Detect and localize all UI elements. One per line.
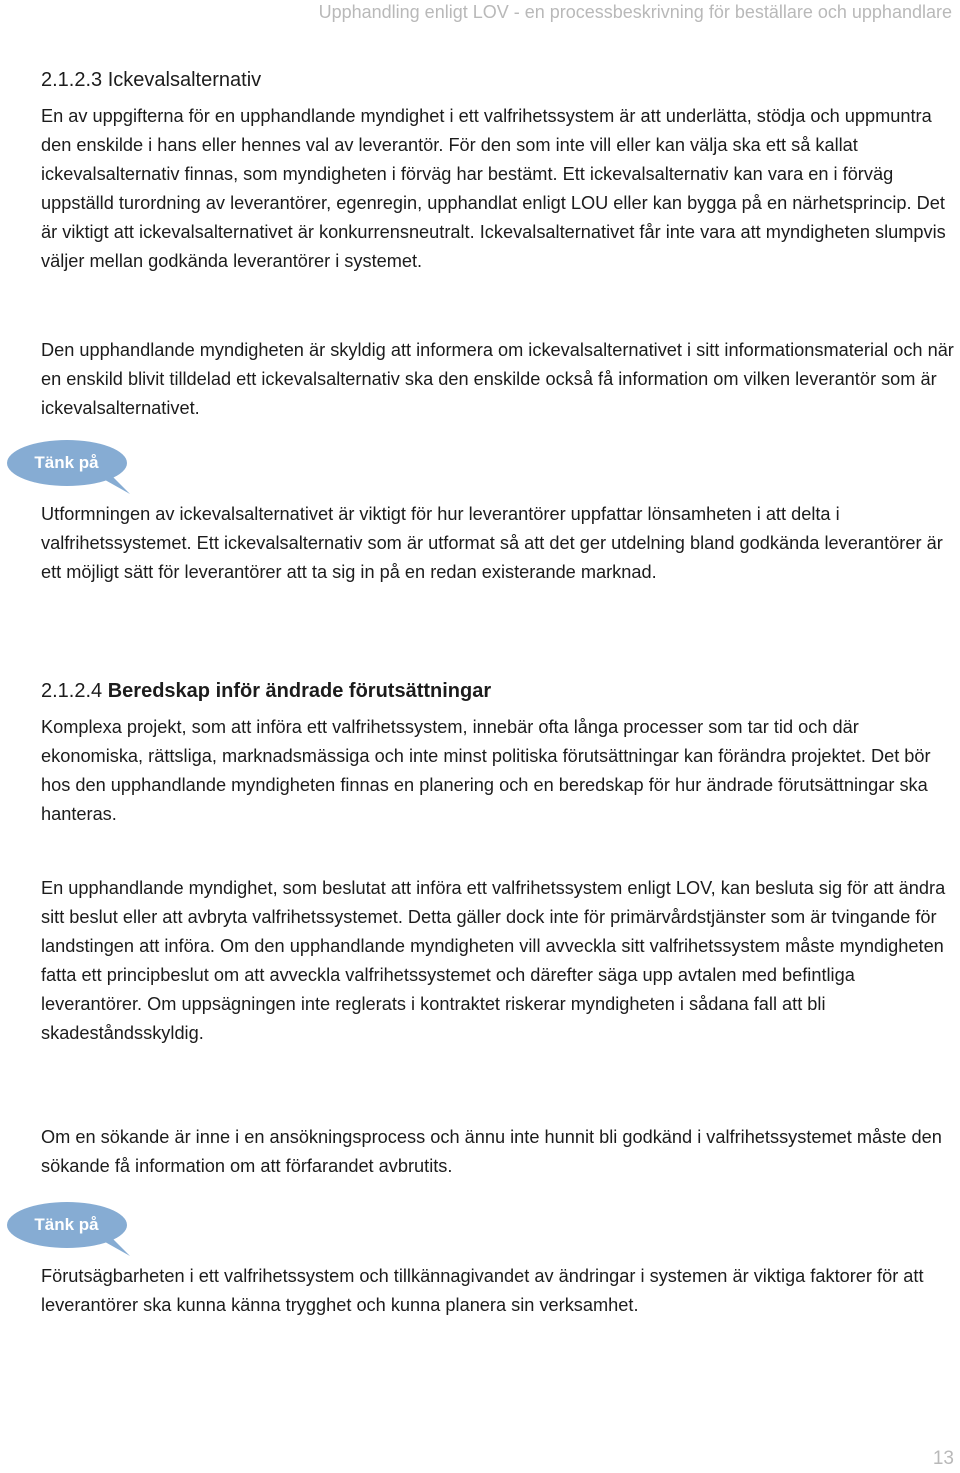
paragraph: Om en sökande är inne i en ansökningsprocess och ännu inte hunnit bli godkänd i valfrihetssystemet måste den sökande få information om att förfarandet avbrutits. xyxy=(41,1127,942,1177)
paragraph: En upphandlande myndighet, som beslutat att införa ett valfrihetssystem enligt LOV, kan besluta sig för att ändra sitt beslut eller att avbryta valfrihetssystemet. Detta gäller dock inte för primärvårdstjänster som är tvingande för landstingen att införa. Om den upphandlande myndigheten vill avveckla sitt valfrihetssystem måste myndigheten fatta ett principbeslut om att avveckla valfrihetssystemet och därefter säga upp avtalen med befintliga leverantörer. Om uppsägningen inte reglerats i kontraktet riskerar myndigheten i sådana fall att bli skadeståndsskyldig. xyxy=(41,878,946,1044)
section-heading-ickevalsalternativ xyxy=(41,66,261,94)
page-number: 13 xyxy=(932,1448,954,1469)
section-number: 2.1.2.4 xyxy=(41,680,103,702)
paragraph: Den upphandlande myndigheten är skyldig att informera om ickevalsalternativet i sitt informationsmaterial och när en enskild blivit tilldelad ett ickevalsalternativ ska den enskilde också få information om vilken leverantör som är ickevalsalternativet. xyxy=(41,340,954,419)
paragraph: En av uppgifterna för en upphandlande myndighet i ett valfrihetssystem är att underlätta, stödja och uppmuntra den enskilde i hans eller hennes val av leverantör. För den som inte vill eller kan välja ska ett så kallat ickevalsalternativ finnas, som myndigheten i förväg har bestämt. Ett ickevalsalternativ kan vara en i förväg uppställd turordning av leverantörer, egenregin, upphandlat enligt LOU eller kan bygga på en närhetsprincip. Det är viktigt att ickevalsalternativet är konkurrensneutralt. Ickevalsalternativet får inte vara att myndigheten slumpvis väljer mellan godkända leverantörer i systemet. xyxy=(41,106,946,272)
section-heading-beredskap xyxy=(41,677,491,705)
tip-paragraph: Utformningen av ickevalsalternativet är viktigt för hur leverantörer uppfattar lönsamheten i att delta i valfrihetssystemet. Ett ickevalsalternativ som är utformat så att det ger utdelning bland godkända leverantörer är ett möjligt sätt för leverantörer att ta sig in på en redan existerande marknad. xyxy=(41,504,943,583)
running-header: Upphandling enligt LOV - en processbeskrivning för beställare och upphandlare xyxy=(318,2,952,22)
tip-paragraph: Förutsägbarheten i ett valfrihetssystem och tillkännagivandet av ändringar i systemen är viktiga faktorer för att leverantörer ska kunna känna trygghet och kunna planera sin verksamhet. xyxy=(41,1266,924,1316)
paragraph: Komplexa projekt, som att införa ett valfrihetssystem, innebär ofta långa processer som tar tid och där ekonomiska, rättsliga, marknadsmässiga och inte minst politiska förutsättningar kan förändra projektet. Det bör hos den upphandlande myndigheten finnas en planering och en beredskap för hur ändrade förutsättningar ska hanteras. xyxy=(41,717,931,825)
tip-bubble xyxy=(6,1202,132,1258)
section-title: Ickevalsalternativ xyxy=(107,69,262,91)
tip-label: Tänk på xyxy=(34,1215,99,1234)
tip-bubble xyxy=(6,440,132,496)
section-number: 2.1.2.3 xyxy=(41,69,103,91)
section-title: Beredskap inför ändrade förutsättningar xyxy=(107,680,492,702)
tip-label: Tänk på xyxy=(34,453,99,472)
